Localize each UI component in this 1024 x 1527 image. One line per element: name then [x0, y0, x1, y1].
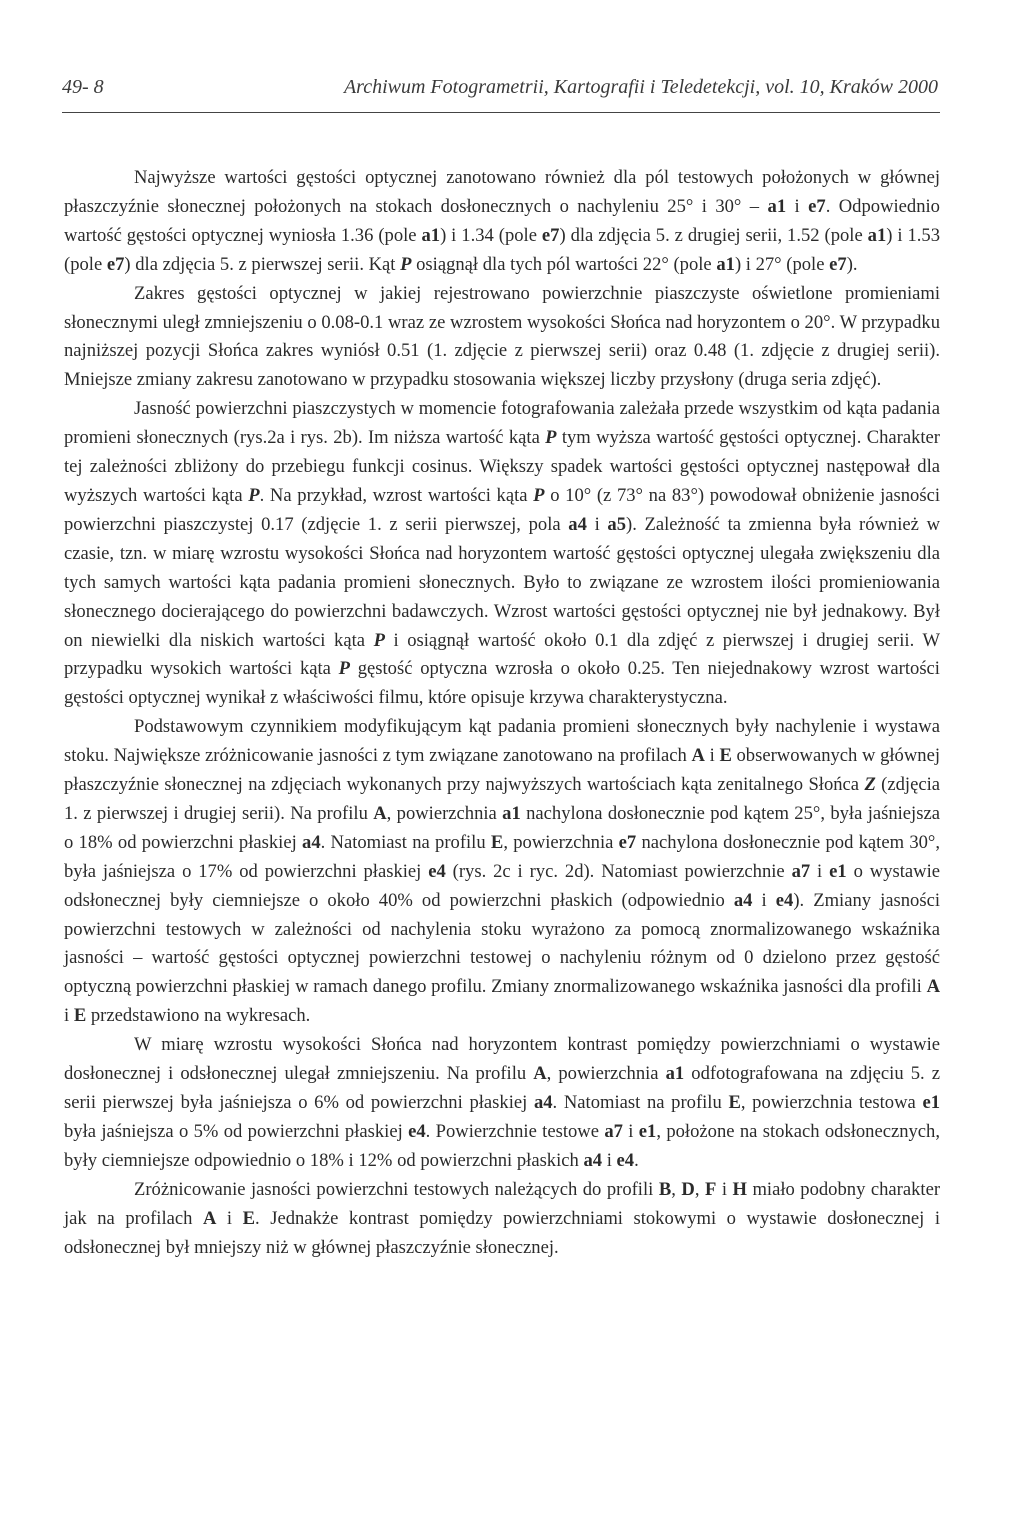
emphasis-text: P [545, 427, 557, 449]
paragraph [64, 1176, 940, 1263]
text-run: W miarę wzrostu wysokości Słońca nad horyzontem kontrast pomiędzy powierzchniami o wystawie dosłonecznej i odsłonecznej ulegał zmniejszeniu. Na profilu [64, 1034, 940, 1085]
text-run: ). Zmiany jasności powierzchni testowych w zależności od nachylenia stoku wyrażono za pomocą znormalizowanego wskaźnika jasności – wartość gęstości optycznej powierzchni testowej o nachyleniu różnym od 0 dzielono przez gęstość optyczną powierzchni płaskiej w ramach danego profilu. Zmiany znormalizowanego wskaźnika jasności dla profili [64, 889, 940, 998]
text-run: o wystawie odsłonecznej były ciemniejsze o około 40% od powierzchni płaskich (odpowiednio [64, 860, 940, 911]
text-run: była jaśniejsza o 5% od powierzchni płaskiej [64, 1120, 409, 1142]
emphasis-text: a1 [665, 1063, 685, 1085]
emphasis-text: e1 [829, 860, 847, 882]
paragraph [64, 395, 940, 713]
emphasis-text: A [373, 802, 387, 824]
text-run: . Odpowiednio wartość gęstości optycznej wyniosła 1.36 (pole [64, 195, 940, 246]
text-run: nachylona dosłonecznie pod kątem 30°, była jaśniejsza o 17% od powierzchni płaskiej [64, 831, 941, 882]
emphasis-text: F [704, 1178, 717, 1200]
text-run: nachylona dosłonecznie pod kątem 25°, była jaśniejsza o 18% od powierzchni płaskiej [64, 802, 940, 853]
text-run: i [586, 513, 608, 535]
text-run: tym wyższa wartość gęstości optycznej. Charakter tej zależności zbliżony do przebiegu funkcji cosinus. Większy spadek wartości gęstości optycznej następował dla wyższych wartości kąta [64, 427, 940, 506]
emphasis-text: e1 [638, 1120, 657, 1142]
text-run: gęstość optyczna wzrosła o około 0.25. Ten niejednakowy wzrost wartości gęstości optycznej wynikał z właściwości filmu, które opisuje krzywa charakterystyczna. [64, 658, 940, 709]
emphasis-text: a1 [716, 253, 735, 275]
emphasis-text: E [719, 745, 732, 767]
emphasis-text: e4 [428, 860, 446, 882]
text-run: ) dla zdjęcia 5. z pierwszej serii. Kąt [124, 253, 401, 275]
text-run: . Jednakże kontrast pomiędzy powierzchniami stokowymi o wystawie dosłonecznej i odsłonecznej był mniejszy niż w głównej płaszczyźnie słonecznej. [64, 1207, 940, 1258]
text-run: miało podobny charakter jak na profilach [64, 1178, 941, 1229]
text-run: ) dla zdjęcia 5. z drugiej serii, 1.52 (pole [559, 224, 868, 246]
text-run: i [602, 1149, 617, 1171]
text-run: i [704, 745, 720, 767]
emphasis-text: e7 [541, 224, 560, 246]
body-text [64, 164, 940, 1262]
emphasis-text: e7 [106, 253, 125, 275]
emphasis-text: a4 [533, 1092, 553, 1113]
text-run: , powierzchnia testowa [740, 1092, 923, 1113]
emphasis-text: a1 [867, 224, 887, 246]
text-run: o 10° (z 73° na 83°) powodował obniżenie jasności powierzchni piaszczystej 0.17 (zdjęcie 1. z serii pierwszej, pola [64, 484, 941, 535]
text-run: i [216, 1207, 243, 1229]
text-run: i [64, 1005, 74, 1027]
emphasis-text: e7 [829, 253, 847, 275]
text-run: i osiągnął wartość około 0.1 dla zdjęć z pierwszej i drugiej serii. W przypadku wysokich wartości kąta [64, 629, 940, 680]
emphasis-text: a4 [568, 513, 587, 535]
text-run: , powierzchnia [546, 1063, 666, 1085]
text-run: ) i 27° (pole [734, 253, 830, 275]
text-run: , powierzchnia [386, 802, 503, 824]
text-run: , [671, 1178, 682, 1200]
emphasis-text: e4 [408, 1120, 426, 1142]
emphasis-text: a4 [583, 1149, 603, 1171]
text-run: ). Zależność ta zmienna była również w czasie, tzn. w miarę wzrostu wysokości Słońca nad horyzontem wartość gęstości optycznej ulegała zwiększeniu dla tych samych wartości kąta padania promieni słonecznych. Było to związane ze wzrostem ilości promieniowania słonecznego docierającego do powierzchni badawczych. Wzrost wartości gęstości optycznej nie był jednakowy. Był on niewielki dla niskich wartości kąta [64, 513, 941, 651]
emphasis-text: P [533, 484, 545, 506]
emphasis-text: e1 [922, 1092, 941, 1113]
emphasis-text: a7 [791, 860, 811, 882]
text-run: osiągnął dla tych pól wartości 22° (pole [411, 253, 717, 275]
text-run: i [810, 860, 830, 882]
emphasis-text: A [202, 1207, 217, 1229]
text-run: , [694, 1178, 705, 1200]
emphasis-text: A [691, 745, 705, 767]
emphasis-text: a1 [767, 195, 787, 217]
emphasis-text: a1 [502, 802, 521, 824]
emphasis-text: A [533, 1063, 547, 1085]
emphasis-text: Z [864, 774, 876, 796]
text-run: . Na przykład, wzrost wartości kąta [259, 484, 534, 506]
journal-title: Archiwum Fotogrametrii, Kartografii i Teledetekcji, vol. 10, Kraków 2000 [343, 76, 938, 98]
text-run: , położone na stokach odsłonecznych, były ciemniejsze odpowiednio o 18% i 12% od powierzchni płaskich [64, 1120, 940, 1171]
emphasis-text: H [732, 1178, 747, 1200]
text-run: obserwowanych w głównej płaszczyźnie słonecznej na zdjęciach wykonanych przy najwyższych wartościach kąta zenitalnego Słońca [64, 745, 940, 796]
text-run: Jasność powierzchni piaszczystych w momencie fotografowania zależała przede wszystkim od kąta padania promieni słonecznych (rys.2a i rys. 2b). Im niższa wartość kąta [64, 398, 940, 449]
paragraph [64, 280, 940, 396]
paragraph [64, 1031, 940, 1176]
emphasis-text: E [728, 1092, 741, 1113]
emphasis-text: e4 [775, 889, 794, 911]
text-run: . Natomiast na profilu [320, 831, 491, 853]
text-run: . [634, 1149, 639, 1171]
emphasis-text: a5 [607, 513, 627, 535]
emphasis-text: e7 [618, 831, 637, 853]
emphasis-text: B [658, 1178, 672, 1200]
emphasis-text: P [373, 629, 385, 651]
emphasis-text: e4 [616, 1149, 635, 1171]
page-number: 49- 8 [62, 76, 104, 98]
text-run: . Natomiast na profilu [552, 1092, 729, 1113]
text-run: ) i 1.53 (pole [64, 224, 940, 275]
text-run: Zakres gęstości optycznej w jakiej rejestrowano powierzchnie piaszczyste oświetlone promieniami słonecznymi uległ zmniejszeniu o 0.08-0.1 wraz ze wzrostem wysokości Słońca nad horyzontem o 20°. W przypadku najniższej pozycji Słońca zakres wyniósł 0.51 (1. zdjęcie z pierwszej serii) oraz 0.48 (1. zdjęcie z drugiej serii). Mniejsze zmiany zakresu zanotowano w przypadku stosowania większej liczby przysłony (druga seria zdjęć). [64, 282, 940, 391]
emphasis-text: P [248, 484, 260, 506]
text-run: ). [846, 253, 858, 275]
emphasis-text: E [73, 1005, 87, 1027]
text-run: Podstawowym czynnikiem modyfikującym kąt padania promieni słonecznych były nachylenie i wystawa stoku. Największe zróżnicowanie jasności z tym związane zanotowano na profilach [64, 716, 940, 767]
emphasis-text: a4 [302, 831, 321, 853]
text-run: i [716, 1178, 733, 1200]
emphasis-text: D [681, 1178, 695, 1200]
text-run: . Powierzchnie testowe [425, 1120, 605, 1142]
emphasis-text: a7 [604, 1120, 623, 1142]
text-run: odfotografowana na zdjęciu 5. z serii pierwszej była jaśniejsza o 6% od powierzchni płaskiej [64, 1063, 940, 1113]
text-run: i [752, 889, 776, 911]
text-run: i [786, 195, 809, 217]
emphasis-text: e7 [808, 195, 826, 217]
emphasis-text: A [926, 976, 940, 998]
paragraph [64, 713, 940, 1031]
text-run: , powierzchnia [503, 831, 619, 853]
emphasis-text: E [242, 1207, 256, 1229]
text-run: przedstawiono na wykresach. [86, 1005, 311, 1027]
paragraph [64, 164, 940, 280]
text-run: i [622, 1120, 639, 1142]
emphasis-text: a4 [733, 889, 753, 911]
emphasis-text: a1 [421, 224, 441, 246]
emphasis-text: P [338, 658, 350, 680]
text-run: Najwyższe wartości gęstości optycznej zanotowano również dla pól testowych położonych w głównej płaszczyźnie słonecznej położonych na stokach dosłonecznych o nachyleniu 25° i 30° – [64, 167, 940, 217]
text-run: (rys. 2c i ryc. 2d). Natomiast powierzchnie [445, 860, 792, 882]
text-run: Zróżnicowanie jasności powierzchni testowych należących do profili [134, 1178, 659, 1200]
header-rule [62, 112, 940, 113]
text-run: (zdjęcia 1. z pierwszej i drugiej serii). Na profilu [64, 774, 941, 824]
emphasis-text: P [400, 253, 412, 275]
emphasis-text: E [490, 831, 504, 853]
text-run: ) i 1.34 (pole [440, 224, 542, 246]
